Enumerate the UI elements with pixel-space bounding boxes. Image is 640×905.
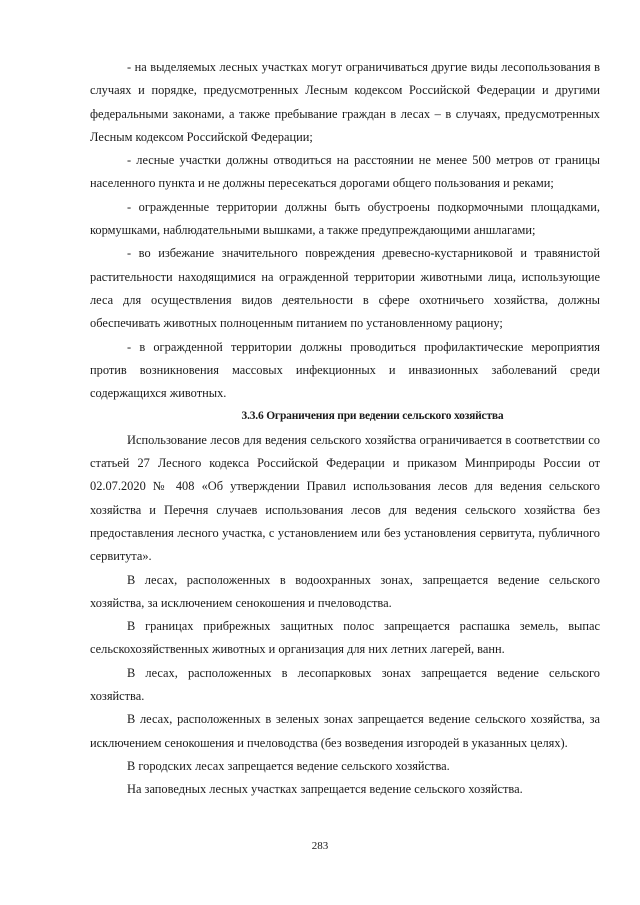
paragraph-1: - на выделяемых лесных участках могут ограничиваться другие виды лесопользования в случаях и порядке, предусмотренных Лесным кодексом Российской Федерации и другими федеральными законами, а также пребывание граждан в лесах – в случаях, предусмотренных Лесным кодексом Российской Федерации; <box>90 60 600 144</box>
paragraph-10: В лесах, расположенных в зеленых зонах запрещается ведение сельского хозяйства, за исключением сенокошения и пчеловодства (без возведения изгородей в указанных целях). <box>90 712 600 750</box>
paragraph-8: В границах прибрежных защитных полос запрещается распашка земель, выпас сельскохозяйственных животных и организация для них летних лагерей, ванн. <box>90 619 600 657</box>
paragraph-4: - во избежание значительного повреждения древесно-кустарниковой и травянистой растительности находящимися на огражденной территории животными лица, использующие леса для осуществления видов деятельности в сфере охотничьего хозяйства, должны обеспечивать животных полноценным питанием по установленному рациону; <box>90 246 600 331</box>
page-body <box>90 56 600 802</box>
paragraph-9: В лесах, расположенных в лесопарковых зонах запрещается ведение сельского хозяйства. <box>90 665 600 704</box>
paragraph-12: На заповедных лесных участках запрещается ведение сельского хозяйства. <box>127 782 523 797</box>
page-number: 283 <box>311 840 329 852</box>
paragraph-11: В городских лесах запрещается ведение сельского хозяйства. <box>127 758 450 773</box>
paragraph-7: В лесах, расположенных в водоохранных зонах, запрещается ведение сельского хозяйства, за исключением сенокошения и пчеловодства. <box>90 572 600 610</box>
paragraph-5: - в огражденной территории должны проводиться профилактические мероприятия против возникновения массовых инфекционных и инвазионных заболеваний среди содержащихся животных. <box>90 339 600 401</box>
paragraph-3: - огражденные территории должны быть обустроены подкормочными площадками, кормушками, наблюдательными вышками, а также предупреждающими аншлагами; <box>90 199 600 238</box>
paragraph-2: - лесные участки должны отводиться на расстоянии не менее 500 метров от границы населенного пункта и не должны пересекаться дорогами общего пользования и реками; <box>90 153 600 191</box>
section-heading: 3.3.6 Ограничения при ведении сельского хозяйства <box>241 410 504 423</box>
paragraph-6: Использование лесов для ведения сельского хозяйства ограничивается в соответствии со статьей 27 Лесного кодекса Российской Федерации и приказом Минприроды России от 02.07.2020 № 408 «Об утверждении Правил использования лесов для ведения сельского хозяйства и Перечня случаев использования лесов для ведения сельского хозяйства без предоставления лесного участка, с установлением или без установления сервитута, публичного сервитута». <box>90 432 600 564</box>
